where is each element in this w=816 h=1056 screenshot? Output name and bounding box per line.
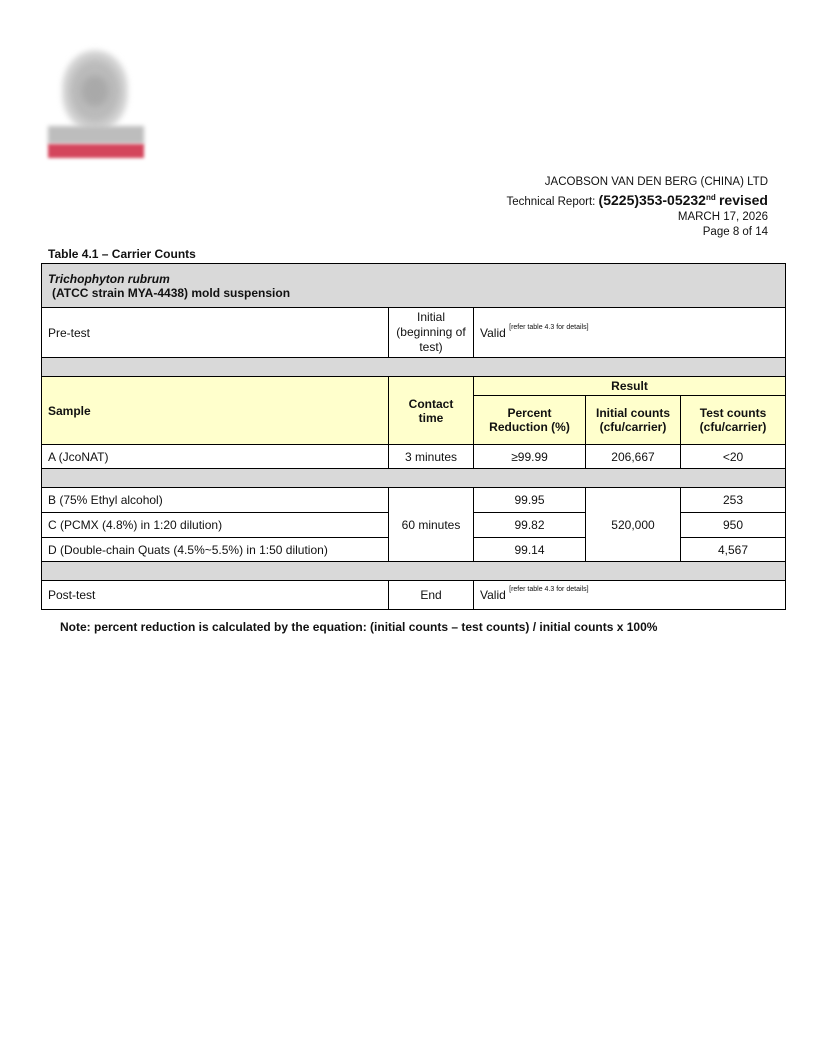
row-c-test: 950 [681, 513, 786, 538]
header-sample: Sample [42, 377, 389, 445]
row-d-test: 4,567 [681, 538, 786, 562]
report-header [506, 175, 768, 240]
table-row [42, 445, 786, 469]
header-row-1 [42, 377, 786, 396]
pretest-status: Valid [480, 325, 506, 340]
pretest-ref: [refer table 4.3 for details] [509, 323, 589, 331]
table-row [42, 488, 786, 513]
posttest-row [42, 581, 786, 610]
row-c-sample: C (PCMX (4.8%) in 1:20 dilution) [42, 513, 389, 538]
row-d-sample: D (Double-chain Quats (4.5%~5.5%) in 1:50 dilution) [42, 538, 389, 562]
header-result: Result [474, 377, 786, 396]
posttest-status: Valid [480, 588, 506, 602]
company-logo [48, 48, 144, 158]
carrier-counts-table [41, 263, 786, 610]
row-d-reduction: 99.14 [474, 538, 586, 562]
company-name: JACOBSON VAN DEN BERG (CHINA) LTD [544, 176, 768, 188]
report-date: MARCH 17, 2026 [677, 210, 768, 223]
separator-row [42, 358, 786, 377]
organism-name: Trichophyton rubrum [48, 271, 170, 286]
row-b-test: 253 [681, 488, 786, 513]
row-a-time: 3 minutes [389, 445, 474, 469]
row-a-reduction: ≥99.99 [474, 445, 586, 469]
pretest-row [42, 308, 786, 358]
row-b-reduction: 99.95 [474, 488, 586, 513]
pretest-time: Initial (beginning of test) [389, 308, 474, 358]
row-a-initial: 206,667 [586, 445, 681, 469]
seal-emblem [80, 74, 110, 108]
report-number: (5225)353-05232 [598, 191, 706, 208]
report-line [506, 190, 768, 210]
pretest-label: Pre-test [42, 308, 389, 358]
logo-red-band [48, 144, 144, 158]
calculation-note: Note: percent reduction is calculated by the equation: (initial counts – test counts) / initial counts x 100% [60, 620, 658, 634]
table-title: Table 4.1 – Carrier Counts [48, 247, 196, 261]
posttest-status-cell [474, 581, 786, 610]
row-a-test: <20 [681, 445, 786, 469]
group-contact-time: 60 minutes [389, 488, 474, 562]
separator-cell [42, 358, 786, 377]
organism-strain: (ATCC strain MYA-4438) mold suspension [52, 285, 291, 300]
page-number: Page 8 of 14 [702, 225, 768, 238]
separator-cell [42, 469, 786, 488]
report-revised: revised [718, 191, 768, 208]
group-initial-counts: 520,000 [586, 488, 681, 562]
row-b-sample: B (75% Ethyl alcohol) [42, 488, 389, 513]
row-a-sample: A (JcoNAT) [42, 445, 389, 469]
separator-row [42, 562, 786, 581]
report-label: Technical Report: [506, 195, 596, 208]
row-c-reduction: 99.82 [474, 513, 586, 538]
header-contact-time: Contact time [389, 377, 474, 445]
header-initial-counts: Initial counts (cfu/carrier) [586, 396, 681, 445]
header-test-counts: Test counts (cfu/carrier) [681, 396, 786, 445]
organism-cell [42, 264, 786, 308]
posttest-label: Post-test [42, 581, 389, 610]
posttest-time: End [389, 581, 474, 610]
separator-row [42, 469, 786, 488]
pretest-status-cell [474, 308, 786, 358]
posttest-ref: [refer table 4.3 for details] [509, 586, 589, 593]
report-suffix: nd [705, 193, 716, 202]
organism-row [42, 264, 786, 308]
separator-cell [42, 562, 786, 581]
header-percent-reduction: Percent Reduction (%) [474, 396, 586, 445]
logo-band [48, 126, 144, 144]
